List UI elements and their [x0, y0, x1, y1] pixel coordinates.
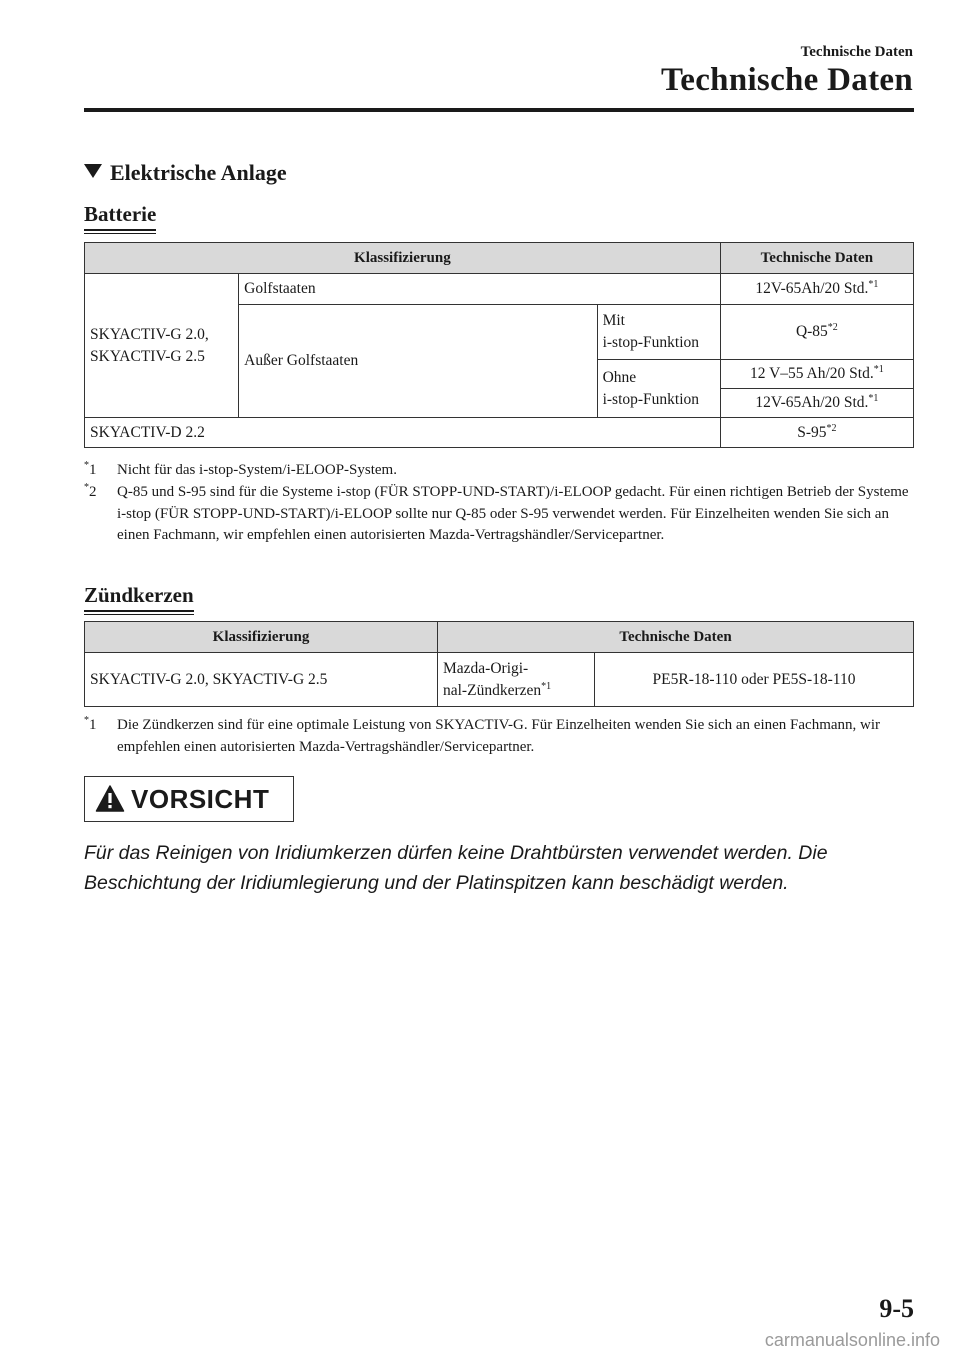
- footnote-mark: *2: [84, 481, 97, 500]
- spark-plugs-table: [84, 621, 914, 707]
- footnote-mark: *1: [84, 715, 97, 733]
- page-number: 9-5: [879, 1294, 914, 1323]
- spark-plugs-footnotes: [84, 715, 914, 759]
- triangle-down-icon: [84, 164, 102, 178]
- function-cell: Mit i-stop-Funktion: [597, 305, 720, 360]
- table-row: [85, 418, 914, 448]
- warning-label: VORSICHT: [131, 783, 270, 814]
- region-cell: Golfstaaten: [239, 274, 721, 305]
- footnote: [84, 715, 914, 759]
- engine-cell: SKYACTIV-G 2.0, SKYACTIV-G 2.5: [85, 274, 239, 418]
- footnote-ref: *1: [873, 364, 884, 376]
- caution-text: Für das Reinigen von Iridiumkerzen dürfen keine Drahtbürsten verwendet werden. Die Beschichtung der Iridiumlegierung und der Platinspitzen kann beschädigt werden.: [84, 842, 828, 895]
- plug-type-cell: [438, 653, 595, 707]
- column-header: Klassifizierung: [85, 243, 721, 274]
- table-row: [85, 274, 914, 305]
- footnote-ref: *1: [541, 680, 552, 692]
- spec-cell: PE5R-18-110 oder PE5S-18-110: [595, 653, 914, 707]
- warning-box: [84, 776, 294, 822]
- watermark: carmanualsonline.info: [764, 1330, 940, 1350]
- header-rule: [84, 108, 914, 112]
- spec-value: 12V-65Ah/20 Std.: [755, 280, 869, 298]
- spec-value: 12 V–55 Ah/20 Std.: [749, 365, 874, 383]
- warning-triangle-icon: [95, 784, 125, 814]
- spec-cell: [720, 389, 913, 418]
- battery-footnotes: [84, 460, 914, 547]
- spark-plugs-heading: Zündkerzen: [84, 583, 194, 612]
- column-header: Technische Daten: [438, 622, 914, 653]
- battery-heading: Batterie: [84, 202, 156, 231]
- spec-cell: [720, 305, 913, 360]
- battery-table: [84, 242, 914, 448]
- engine-cell: SKYACTIV-D 2.2: [85, 418, 721, 448]
- footnote-text: Q-85 und S-95 sind für die Systeme i-stop (FÜR STOPP-UND-START)/i-ELOOP gedacht. Für einen richtigen Betrieb der Systeme i-stop (FÜR STOPP-UND-START)/i-ELOOP sollte nur Q-85 oder S-95 verwendet werden. Für Einzelheiten wenden Sie sich an einen Fachmann, wir empfehlen einen autorisierten Mazda-Vertragshändler/Servicepartner.: [117, 483, 909, 544]
- column-header: Klassifizierung: [85, 622, 438, 653]
- running-header: Technische Daten: [800, 44, 913, 60]
- footnote-ref: *2: [827, 322, 838, 334]
- spec-value: S-95: [797, 423, 827, 441]
- table-row: [85, 653, 914, 707]
- section-title-text: Elektrische Anlage: [110, 160, 287, 185]
- spec-value: Q-85: [795, 323, 828, 341]
- chapter-title: Technische Daten: [660, 62, 913, 98]
- footnote-ref: *1: [868, 279, 879, 291]
- footnote: [84, 460, 914, 482]
- spec-value: 12V-65Ah/20 Std.: [755, 394, 869, 412]
- plug-type-text: Mazda-Origi- nal-Zündkerzen: [443, 659, 542, 699]
- column-header: Technische Daten: [720, 243, 913, 274]
- footnote-ref: *2: [826, 422, 837, 434]
- table-header-row: [85, 243, 914, 274]
- footnote-text: Die Zündkerzen sind für eine optimale Leistung von SKYACTIV-G. Für Einzelheiten wenden Sie sich an einen Fachmann, wir empfehlen einen autorisierten Mazda-Vertragshändler/Servicepartner.: [117, 717, 881, 755]
- region-cell: Außer Golfstaaten: [239, 305, 597, 418]
- footnote: [84, 482, 914, 547]
- function-cell: Ohne i-stop-Funktion: [597, 360, 720, 418]
- footnote-ref: *1: [868, 393, 879, 405]
- spec-cell: [720, 418, 913, 448]
- engine-cell: SKYACTIV-G 2.0, SKYACTIV-G 2.5: [85, 653, 438, 707]
- table-header-row: [85, 622, 914, 653]
- section-title: [84, 160, 287, 186]
- footnote-mark: *1: [84, 460, 97, 478]
- spec-cell: [720, 360, 913, 389]
- spec-cell: [720, 274, 913, 305]
- footnote-text: Nicht für das i-stop-System/i-ELOOP-System.: [117, 462, 397, 478]
